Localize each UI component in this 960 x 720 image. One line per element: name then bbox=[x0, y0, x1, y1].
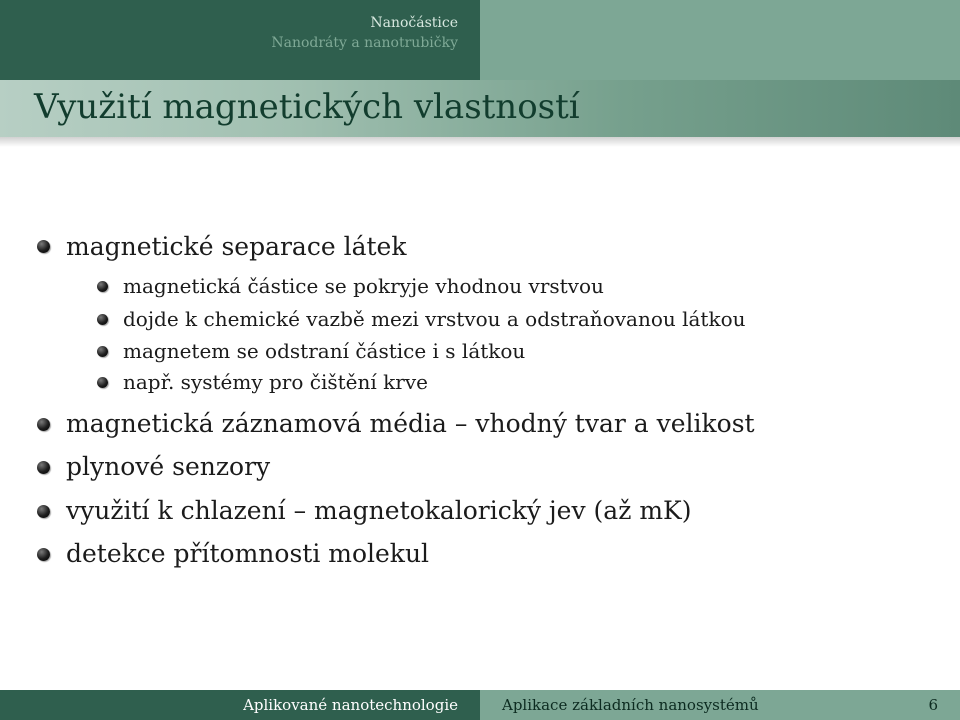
bullet-icon bbox=[37, 548, 50, 561]
nav-section-link[interactable]: Nanočástice bbox=[370, 15, 458, 31]
footer-title: Aplikace základních nanosystémů bbox=[502, 696, 759, 714]
list-item: využití k chlazení – magnetokalorický jev (až mK) bbox=[66, 496, 692, 525]
bullet-icon bbox=[37, 461, 50, 474]
page-number: 6 bbox=[928, 696, 938, 714]
sub-list-item: magnetem se odstraní částice i s látkou bbox=[123, 339, 526, 363]
bullet-icon bbox=[97, 377, 108, 388]
list-item: detekce přítomnosti molekul bbox=[66, 539, 430, 568]
sub-list-item: magnetická částice se pokryje vhodnou vrstvou bbox=[123, 274, 604, 298]
list-item: magnetická záznamová média – vhodný tvar a velikost bbox=[66, 409, 755, 438]
bullet-icon bbox=[37, 505, 50, 518]
footer-author: Aplikované nanotechnologie bbox=[0, 690, 480, 720]
frame-title: Využití magnetických vlastností bbox=[34, 87, 580, 127]
list-item: plynové senzory bbox=[66, 452, 271, 481]
bullet-icon bbox=[97, 346, 108, 357]
bullet-icon bbox=[97, 314, 108, 325]
bullet-icon bbox=[37, 240, 50, 253]
bullet-icon bbox=[97, 281, 108, 292]
sub-list-item: dojde k chemické vazbě mezi vrstvou a odstraňovanou látkou bbox=[123, 307, 746, 331]
list-item: magnetické separace látek bbox=[66, 232, 407, 261]
bullet-icon bbox=[37, 418, 50, 431]
sub-list-item: např. systémy pro čištění krve bbox=[123, 370, 428, 394]
nav-subsection-link[interactable]: Nanodráty a nanotrubičky bbox=[271, 35, 458, 51]
footer-bar bbox=[0, 690, 960, 720]
footer-right-panel bbox=[480, 690, 960, 720]
